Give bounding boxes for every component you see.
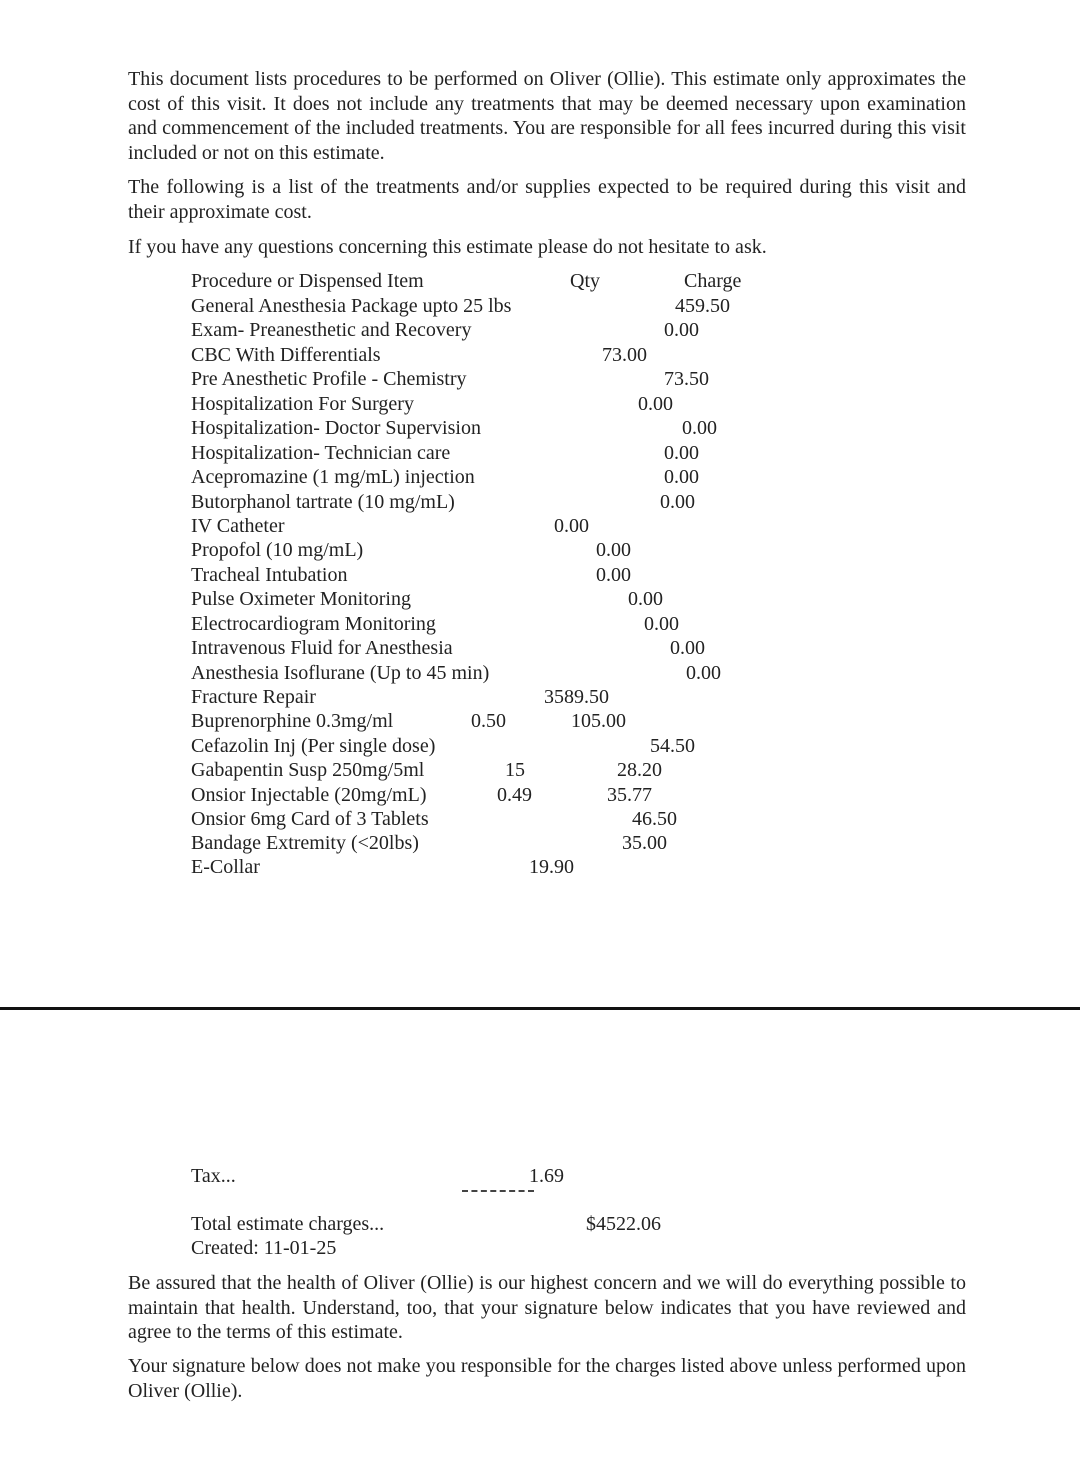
row-item: E-Collar <box>191 856 260 878</box>
row-item: Hospitalization- Doctor Supervision <box>191 417 481 439</box>
row-charge: 0.00 <box>664 319 699 341</box>
row-item: Pulse Oximeter Monitoring <box>191 588 411 610</box>
row-qty: 15 <box>505 759 525 781</box>
row-item: Exam- Preanesthetic and Recovery <box>191 319 472 341</box>
row-item: Pre Anesthetic Profile - Chemistry <box>191 368 467 390</box>
row-charge: 0.00 <box>664 466 699 488</box>
closing-paragraph-2: Your signature below does not make you responsible for the charges listed above unless performed upon Oliver (Ollie). <box>128 1355 966 1402</box>
row-item: CBC With Differentials <box>191 344 381 366</box>
row-item: Acepromazine (1 mg/mL) injection <box>191 466 475 488</box>
row-charge: 0.00 <box>670 637 705 659</box>
row-charge: 0.00 <box>644 613 679 635</box>
row-charge: 0.00 <box>686 662 721 684</box>
row-charge: 105.00 <box>571 710 626 732</box>
row-charge: 19.90 <box>529 856 574 878</box>
row-charge: 35.00 <box>622 832 667 854</box>
row-charge: 0.00 <box>596 539 631 561</box>
row-charge: 0.00 <box>596 564 631 586</box>
row-item: Intravenous Fluid for Anesthesia <box>191 637 453 659</box>
row-item: Onsior Injectable (20mg/mL) <box>191 784 427 806</box>
tax-label: Tax... <box>191 1165 236 1187</box>
row-charge: 46.50 <box>632 808 677 830</box>
row-item: Anesthesia Isoflurane (Up to 45 min) <box>191 662 490 684</box>
row-item: Onsior 6mg Card of 3 Tablets <box>191 808 429 830</box>
row-item: Butorphanol tartrate (10 mg/mL) <box>191 491 455 513</box>
header-item: Procedure or Dispensed Item <box>191 270 424 292</box>
row-item: Hospitalization- Technician care <box>191 442 451 464</box>
row-item: Bandage Extremity (<20lbs) <box>191 832 419 854</box>
row-item: IV Catheter <box>191 515 285 537</box>
total-label: Total estimate charges... <box>191 1213 385 1235</box>
row-charge: 459.50 <box>675 295 730 317</box>
row-charge: 0.00 <box>638 393 673 415</box>
row-charge: 0.00 <box>554 515 589 537</box>
closing-paragraph-1: Be assured that the health of Oliver (Ollie) is our highest concern and we will do everything possible to maintain that health. Understand, too, that your signature below indicates that you have reviewed and agree to the terms of this estimate. <box>128 1272 966 1343</box>
row-charge: 35.77 <box>607 784 652 806</box>
page-divider <box>0 1007 1080 1010</box>
row-charge: 73.00 <box>602 344 647 366</box>
row-charge: 0.00 <box>660 491 695 513</box>
intro-paragraph-1: This document lists procedures to be performed on Oliver (Ollie). This estimate only approximates the cost of this visit. It does not include any treatments that may be deemed necessary upon examination and commencement of the included treatments. You are responsible for all fees incurred during this visit included or not on this estimate. <box>128 68 966 164</box>
row-item: General Anesthesia Package upto 25 lbs <box>191 295 512 317</box>
created-date: Created: 11-01-25 <box>191 1237 337 1259</box>
intro-paragraph-3: If you have any questions concerning this estimate please do not hesitate to ask. <box>128 236 767 258</box>
intro-paragraph-2: The following is a list of the treatments and/or supplies expected to be required during this visit and their approximate cost. <box>128 176 966 223</box>
row-item: Electrocardiogram Monitoring <box>191 613 436 635</box>
row-qty: 0.49 <box>497 784 532 806</box>
total-separator <box>462 1190 534 1192</box>
row-charge: 73.50 <box>664 368 709 390</box>
row-item: Fracture Repair <box>191 686 316 708</box>
header-charge: Charge <box>684 270 742 292</box>
row-item: Cefazolin Inj (Per single dose) <box>191 735 436 757</box>
row-charge: 54.50 <box>650 735 695 757</box>
header-qty: Qty <box>570 270 600 292</box>
row-item: Gabapentin Susp 250mg/5ml <box>191 759 425 781</box>
row-charge: 0.00 <box>664 442 699 464</box>
row-charge: 0.00 <box>628 588 663 610</box>
row-qty: 0.50 <box>471 710 506 732</box>
row-item: Buprenorphine 0.3mg/ml <box>191 710 394 732</box>
total-value: $4522.06 <box>586 1213 661 1235</box>
row-item: Hospitalization For Surgery <box>191 393 414 415</box>
row-item: Tracheal Intubation <box>191 564 348 586</box>
row-charge: 28.20 <box>617 759 662 781</box>
tax-value: 1.69 <box>529 1165 564 1187</box>
row-item: Propofol (10 mg/mL) <box>191 539 364 561</box>
row-charge: 3589.50 <box>544 686 609 708</box>
row-charge: 0.00 <box>682 417 717 439</box>
